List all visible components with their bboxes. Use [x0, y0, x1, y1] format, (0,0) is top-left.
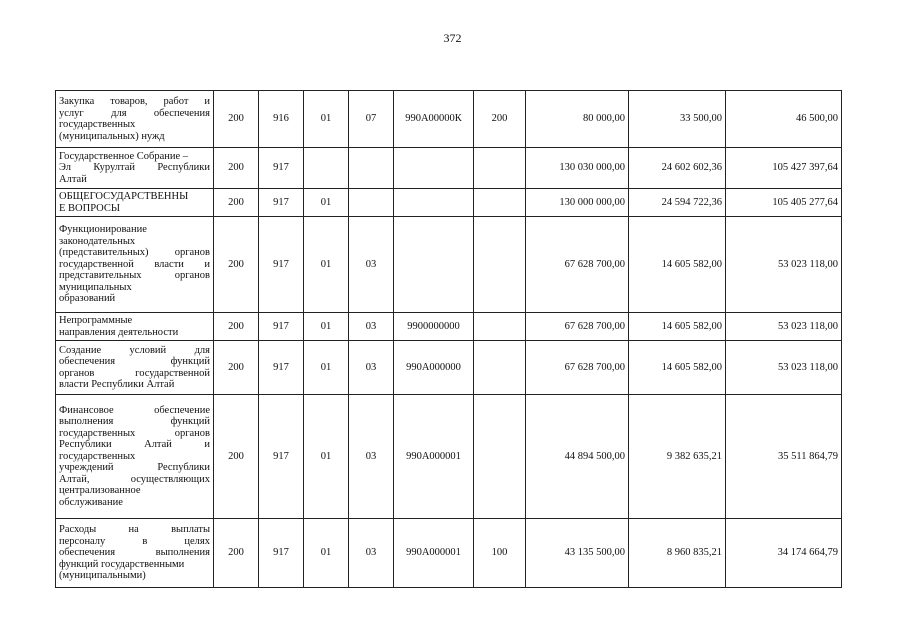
amount-1-cell: 67 628 700,00 [526, 313, 629, 341]
name-line [59, 462, 210, 474]
amount-1-cell: 67 628 700,00 [526, 341, 629, 395]
name-line [59, 151, 210, 163]
name-word: Создание [59, 344, 102, 356]
col-1-cell: 200 [214, 189, 259, 217]
name-word: государственной [59, 258, 134, 270]
name-word: Республики [157, 162, 210, 174]
name-word: функций государственными [59, 558, 185, 570]
name-word: органов [174, 427, 210, 439]
table-row [56, 189, 842, 217]
name-word: Алтай [59, 173, 87, 185]
name-word: ОБЩЕГОСУДАРСТВЕННЫ [59, 191, 189, 202]
name-word: органов [174, 247, 210, 259]
name-word: обслуживание [59, 496, 123, 508]
name-word: функций [170, 356, 210, 367]
amount-1-cell: 67 628 700,00 [526, 217, 629, 313]
name-word: выполнения [59, 416, 114, 428]
name-word: Республики [157, 462, 210, 474]
name-word: на [128, 524, 139, 536]
name-line [59, 96, 210, 108]
row-name [56, 395, 214, 519]
col-5-cell [394, 189, 474, 217]
col-2-cell: 916 [259, 91, 304, 148]
col-6-cell: 100 [474, 519, 526, 588]
col-3-cell [304, 148, 349, 189]
col-3-cell: 01 [304, 189, 349, 217]
name-word: Алтай, [59, 473, 90, 485]
name-line [59, 191, 210, 203]
name-word: Расходы [59, 524, 97, 536]
name-word: органов [174, 270, 210, 282]
name-word: услуг [59, 107, 84, 119]
col-3-cell: 01 [304, 519, 349, 588]
col-2-cell: 917 [259, 148, 304, 189]
page-number: 372 [443, 31, 462, 45]
name-line [59, 131, 210, 143]
col-5-cell: 990А000001 [394, 395, 474, 519]
col-1-cell: 200 [214, 313, 259, 341]
col-6-cell [474, 189, 526, 217]
name-word: и [204, 439, 210, 451]
name-line [59, 224, 210, 236]
name-word: образований [59, 293, 116, 305]
amount-1-cell: 130 030 000,00 [526, 148, 629, 189]
col-1-cell: 200 [214, 395, 259, 519]
name-word: централизованное [59, 485, 141, 497]
name-word: обеспечения [59, 547, 116, 559]
amount-3-cell: 46 500,00 [726, 91, 842, 148]
name-word: Функционирование [59, 224, 147, 236]
name-line [59, 236, 210, 248]
name-word: Непрограммные [59, 315, 133, 326]
amount-3-cell: 53 023 118,00 [726, 217, 842, 313]
name-word: муниципальных [59, 281, 132, 293]
name-word: обеспечения [59, 356, 116, 367]
amount-2-cell: 24 594 722,36 [629, 189, 726, 217]
name-word: Финансовое [59, 404, 114, 416]
amount-1-cell: 44 894 500,00 [526, 395, 629, 519]
col-2-cell: 917 [259, 395, 304, 519]
name-line [59, 174, 210, 186]
name-word: осуществляющих [130, 473, 210, 485]
budget-table [55, 90, 842, 588]
name-word: законодательных [59, 235, 136, 247]
col-1-cell: 200 [214, 91, 259, 148]
name-line [59, 485, 210, 497]
name-line [59, 497, 210, 509]
table-row [56, 395, 842, 519]
name-word: в [142, 535, 148, 547]
name-word: власти Республики Алтай [59, 379, 175, 390]
col-6-cell [474, 217, 526, 313]
name-line [59, 559, 210, 571]
col-3-cell: 01 [304, 217, 349, 313]
name-line [59, 570, 210, 582]
amount-3-cell: 53 023 118,00 [726, 313, 842, 341]
name-word: Эл [59, 162, 72, 174]
name-line [59, 203, 210, 215]
col-5-cell: 990А00000К [394, 91, 474, 148]
name-line [59, 315, 210, 327]
col-2-cell: 917 [259, 519, 304, 588]
name-word: товаров, [110, 96, 148, 107]
name-word: государственных [59, 450, 136, 462]
col-6-cell: 200 [474, 91, 526, 148]
name-line [59, 345, 210, 357]
col-5-cell: 990А000001 [394, 519, 474, 588]
amount-1-cell: 43 135 500,00 [526, 519, 629, 588]
amount-3-cell: 105 405 277,64 [726, 189, 842, 217]
col-3-cell: 01 [304, 91, 349, 148]
name-line [59, 368, 210, 380]
amount-2-cell: 33 500,00 [629, 91, 726, 148]
table-row [56, 519, 842, 588]
table-row [56, 148, 842, 189]
row-name [56, 217, 214, 313]
name-word: Государственное Собрание – [59, 150, 189, 162]
name-word: государственных [59, 427, 136, 439]
name-line [59, 416, 210, 428]
name-word: и [204, 96, 210, 107]
name-word: (представительных) [59, 247, 149, 259]
col-2-cell: 917 [259, 189, 304, 217]
name-line [59, 524, 210, 536]
name-line [59, 536, 210, 548]
name-word: (муниципальными) [59, 570, 146, 582]
col-1-cell: 200 [214, 148, 259, 189]
name-word: направления деятельности [59, 326, 179, 338]
name-word: государственной [135, 367, 210, 379]
name-word: Закупка [59, 96, 95, 107]
name-word: персоналу [59, 535, 106, 547]
amount-2-cell: 14 605 582,00 [629, 217, 726, 313]
col-5-cell [394, 148, 474, 189]
name-word: целях [184, 535, 210, 547]
name-word: обеспечения [153, 107, 210, 119]
name-word: работ [163, 96, 189, 107]
name-word: учреждений [59, 462, 114, 474]
amount-3-cell: 35 511 864,79 [726, 395, 842, 519]
name-line [59, 405, 210, 417]
table-row [56, 217, 842, 313]
amount-2-cell: 14 605 582,00 [629, 341, 726, 395]
col-4-cell [349, 189, 394, 217]
name-word: Е ВОПРОСЫ [59, 202, 121, 214]
amount-1-cell: 130 000 000,00 [526, 189, 629, 217]
name-line [59, 270, 210, 282]
name-word: функций [170, 416, 210, 428]
col-4-cell: 03 [349, 341, 394, 395]
name-word: (муниципальных) нужд [59, 130, 165, 142]
name-word: органов [59, 367, 95, 379]
name-word: государственных [59, 119, 136, 130]
amount-2-cell: 9 382 635,21 [629, 395, 726, 519]
row-name [56, 148, 214, 189]
col-4-cell: 03 [349, 217, 394, 313]
name-line [59, 293, 210, 305]
col-3-cell: 01 [304, 395, 349, 519]
col-5-cell: 990А000000 [394, 341, 474, 395]
col-4-cell [349, 148, 394, 189]
col-5-cell: 9900000000 [394, 313, 474, 341]
col-1-cell: 200 [214, 519, 259, 588]
name-word: условий [129, 344, 167, 356]
amount-2-cell: 8 960 835,21 [629, 519, 726, 588]
name-word: Республики [59, 439, 112, 451]
amount-2-cell: 14 605 582,00 [629, 313, 726, 341]
table-row [56, 313, 842, 341]
row-name [56, 189, 214, 217]
name-word: для [111, 107, 127, 119]
amount-3-cell: 105 427 397,64 [726, 148, 842, 189]
col-6-cell [474, 395, 526, 519]
amount-1-cell: 80 000,00 [526, 91, 629, 148]
col-3-cell: 01 [304, 313, 349, 341]
name-line [59, 474, 210, 486]
name-word: представительных [59, 270, 142, 282]
name-word: Курултай [93, 162, 135, 174]
name-word: выплаты [171, 524, 210, 536]
name-line [59, 356, 210, 368]
col-2-cell: 917 [259, 341, 304, 395]
name-line [59, 428, 210, 440]
col-6-cell [474, 341, 526, 395]
table-row [56, 341, 842, 395]
col-4-cell: 03 [349, 395, 394, 519]
amount-2-cell: 24 602 602,36 [629, 148, 726, 189]
name-line [59, 259, 210, 271]
col-4-cell: 03 [349, 519, 394, 588]
col-3-cell: 01 [304, 341, 349, 395]
col-5-cell [394, 217, 474, 313]
name-word: и [204, 258, 210, 270]
name-word: Алтай [144, 439, 172, 451]
name-line [59, 119, 210, 131]
col-6-cell [474, 148, 526, 189]
name-line [59, 451, 210, 463]
row-name [56, 313, 214, 341]
table-row [56, 91, 842, 148]
name-line [59, 327, 210, 339]
row-name [56, 341, 214, 395]
col-4-cell: 03 [349, 313, 394, 341]
col-2-cell: 917 [259, 313, 304, 341]
name-line [59, 379, 210, 391]
name-line [59, 108, 210, 120]
name-word: власти [154, 258, 184, 270]
name-line [59, 547, 210, 559]
name-line [59, 162, 210, 174]
name-word: обеспечение [154, 404, 210, 416]
amount-3-cell: 34 174 664,79 [726, 519, 842, 588]
row-name [56, 519, 214, 588]
col-1-cell: 200 [214, 217, 259, 313]
col-4-cell: 07 [349, 91, 394, 148]
table-body [56, 91, 842, 588]
col-6-cell [474, 313, 526, 341]
name-word: выполнения [155, 547, 210, 559]
name-line [59, 282, 210, 294]
name-word: для [194, 344, 210, 356]
name-line [59, 247, 210, 259]
row-name [56, 91, 214, 148]
name-line [59, 439, 210, 451]
amount-3-cell: 53 023 118,00 [726, 341, 842, 395]
col-1-cell: 200 [214, 341, 259, 395]
col-2-cell: 917 [259, 217, 304, 313]
